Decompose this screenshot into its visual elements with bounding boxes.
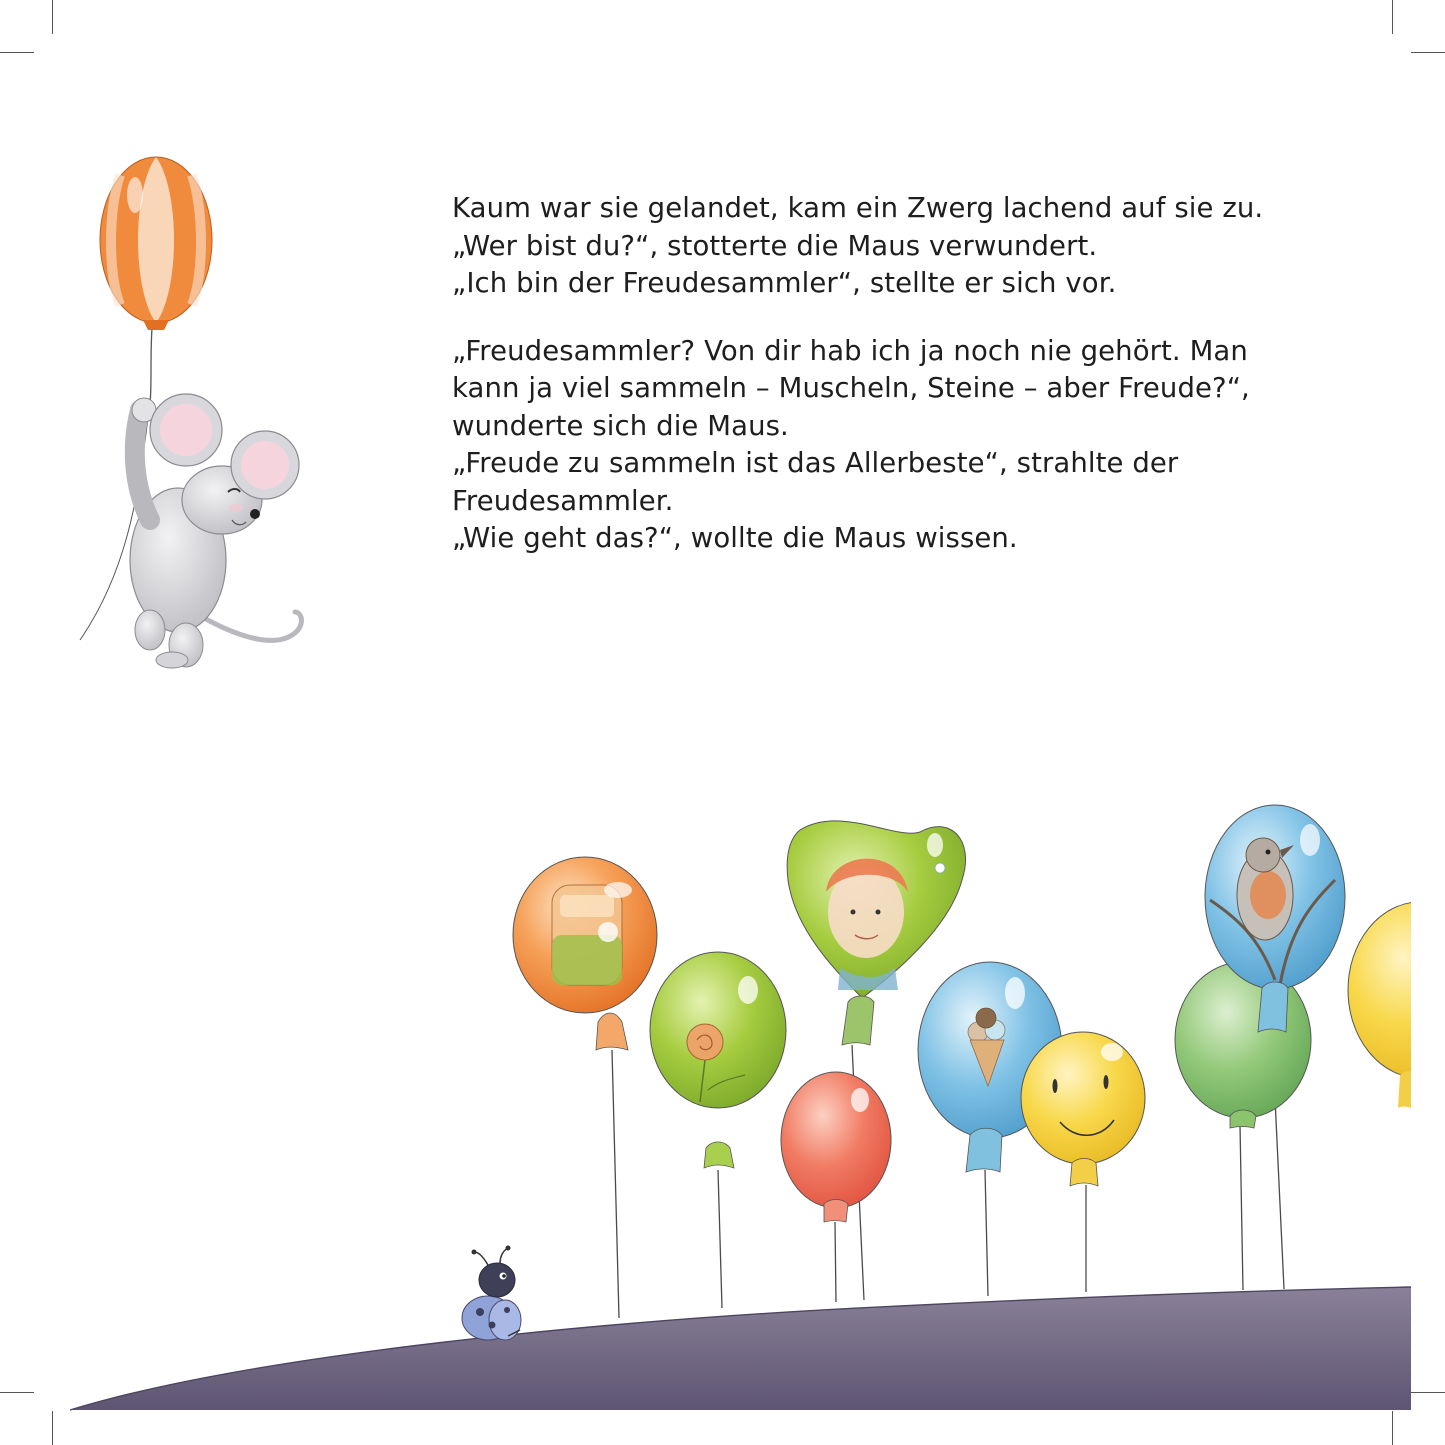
crop-mark-bottom-left-vertical — [52, 1411, 53, 1445]
story-line: wunderte sich die Maus. — [452, 409, 789, 442]
crop-mark-top-right-vertical — [1392, 0, 1393, 34]
balloon-strings — [612, 1035, 1284, 1318]
mouse-with-balloon — [80, 157, 301, 668]
story-line: „Wer bist du?“, stotterte die Maus verwundert. — [452, 229, 1098, 262]
light-green-balloon — [1175, 962, 1311, 1128]
crop-mark-top-left-vertical — [52, 0, 53, 34]
paragraph-gap — [452, 303, 1352, 333]
story-text — [452, 190, 1352, 558]
beetle-character — [462, 1246, 521, 1341]
green-heart-balloon — [787, 821, 965, 1045]
crop-mark-bottom-right-horizontal — [1411, 1392, 1445, 1393]
crop-mark-top-right-horizontal — [1411, 52, 1445, 53]
story-line: Kaum war sie gelandet, kam ein Zwerg lachend auf sie zu. — [452, 192, 1264, 224]
crop-mark-bottom-left-horizontal — [0, 1392, 34, 1393]
crop-mark-bottom-right-vertical — [1392, 1411, 1393, 1445]
story-line: „Freude zu sammeln ist das Allerbeste“, strahlte der — [452, 447, 1179, 479]
story-line: kann ja viel sammeln – Muscheln, Steine – aber Freude?“, — [452, 372, 1250, 404]
orange-bus-balloon — [513, 857, 657, 1050]
yellow-smiley-balloon — [1021, 1032, 1145, 1186]
red-balloon — [781, 1072, 891, 1222]
story-line: „Ich bin der Freudesammler“, stellte er sich vor. — [452, 267, 1117, 299]
crop-mark-top-left-horizontal — [0, 52, 34, 53]
story-line: „Freudesammler? Von dir hab ich ja noch nie gehört. Man — [452, 334, 1248, 367]
story-line: „Wie geht das?“, wollte die Maus wissen. — [452, 522, 1018, 554]
green-rose-balloon — [650, 952, 786, 1168]
blue-icecream-balloon — [918, 962, 1062, 1172]
story-line: Freudesammler. — [452, 484, 674, 517]
purple-hill — [70, 1287, 1411, 1410]
yellow-partial-balloon — [1348, 902, 1445, 1108]
blue-bird-balloon — [1205, 805, 1345, 1032]
